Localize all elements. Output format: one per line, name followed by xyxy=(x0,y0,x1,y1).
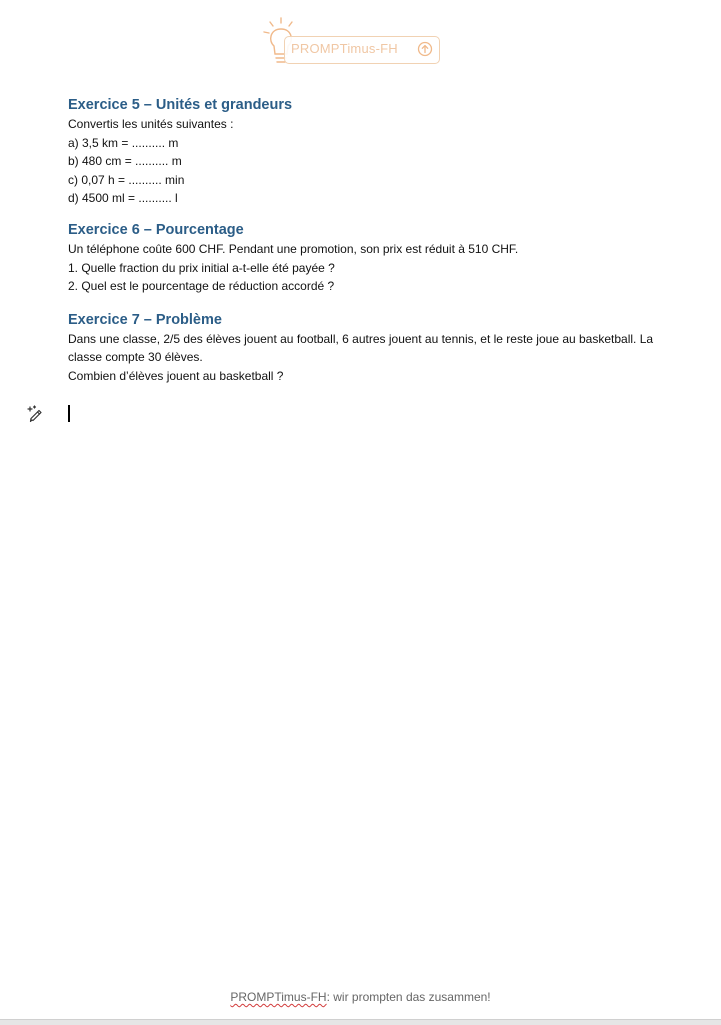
footer-brand: PROMPTimus-FH xyxy=(230,990,327,1004)
text-cursor xyxy=(68,405,70,422)
exercise-7-question: Combien d’élèves jouent au basketball ? xyxy=(68,368,284,383)
exercise-6-question-1: 1. Quelle fraction du prix initial a-t-elle été payée ? xyxy=(68,260,335,275)
footer-text: : wir prompten das zusammen! xyxy=(326,990,491,1004)
logo-text: PROMPTimus-FH xyxy=(291,41,398,56)
logo-box xyxy=(284,36,440,64)
exercise-5-item-b: b) 480 cm = .......... m xyxy=(68,154,182,169)
ai-edit-pen-icon[interactable] xyxy=(26,404,46,424)
exercise-5-item-c: c) 0,07 h = .......... min xyxy=(68,172,185,187)
exercise-7-title: Exercice 7 – Problème xyxy=(68,311,222,328)
exercise-5-item-d: d) 4500 ml = .......... l xyxy=(68,191,178,206)
arrow-up-circle-icon xyxy=(417,41,433,57)
exercise-6-question-2: 2. Quel est le pourcentage de réduction accordé ? xyxy=(68,279,335,294)
exercise-7 xyxy=(68,310,658,386)
exercise-6 xyxy=(68,220,658,296)
exercise-7-statement: Dans une classe, 2/5 des élèves jouent au football, 6 autres jouent au tennis, et le reste joue au basketball. La classe compte 30 élèves. xyxy=(68,331,654,365)
exercise-5-title: Exercice 5 – Unités et grandeurs xyxy=(68,97,293,113)
exercise-5-item-a: a) 3,5 km = .......... m xyxy=(68,135,179,150)
exercise-5 xyxy=(68,95,658,208)
footer xyxy=(0,990,721,1004)
exercise-5-instruction: Convertis les unités suivantes : xyxy=(68,117,234,131)
header-logo xyxy=(262,16,442,68)
page-bottom-edge xyxy=(0,1019,721,1025)
exercise-6-statement: Un téléphone coûte 600 CHF. Pendant une promotion, son prix est réduit à 510 CHF. xyxy=(68,241,519,256)
document-content xyxy=(68,95,658,386)
exercise-6-title: Exercice 6 – Pourcentage xyxy=(68,221,244,238)
